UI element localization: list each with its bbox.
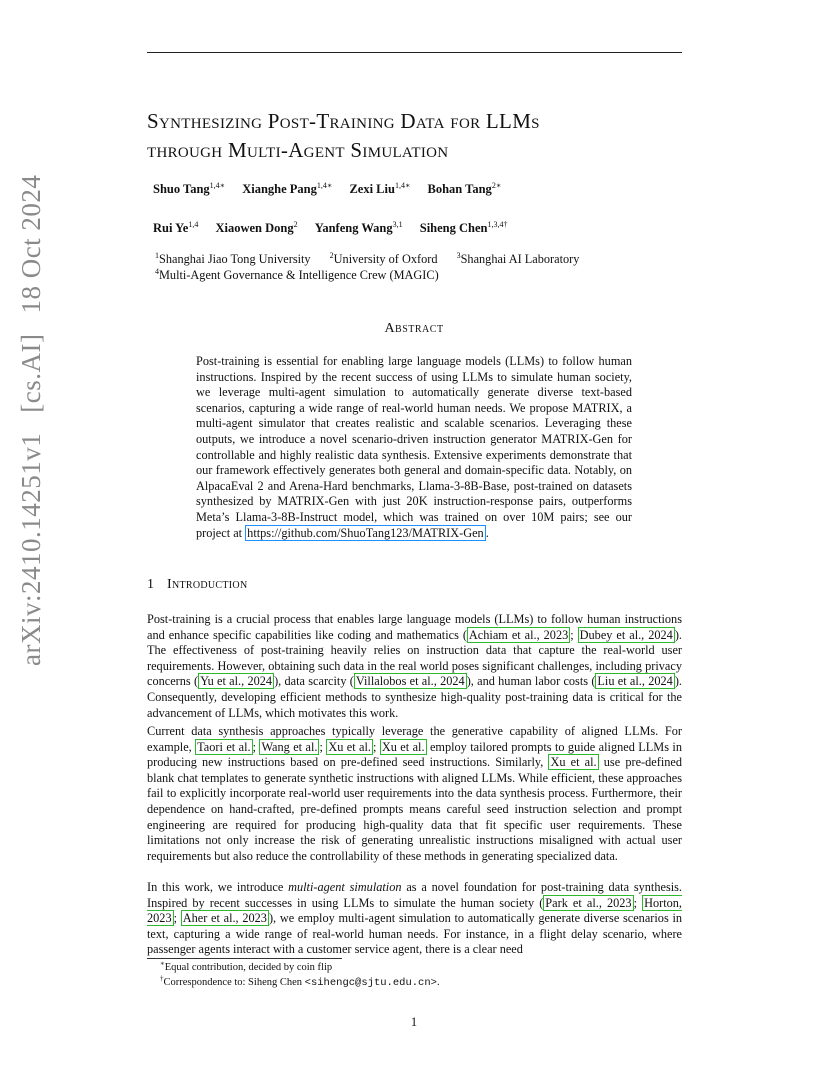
author: Rui Ye$^{1,4}$ (153, 219, 199, 235)
authors-row-1 (153, 182, 515, 197)
citation-link[interactable]: Wang et al. (261, 739, 318, 754)
author: Shuo Tang$^{1,4∗}$ (153, 180, 226, 196)
footnote-rule (147, 958, 342, 959)
citation-link[interactable]: Achiam et al., 2023 (468, 627, 569, 642)
section-heading-introduction: 1 Introduction (147, 577, 248, 592)
citation-link[interactable]: Xu et al. (328, 739, 371, 754)
affiliation: $^2$University of Oxford (329, 250, 438, 266)
citation-link[interactable]: Yu et al., 2024 (200, 674, 273, 689)
intro-paragraph-1: Post-training is a crucial process that enables large language models (LLMs) to follow human instructions and enhance specific capabilities like coding and mathematics ( Achiam et al., 2023 ; Dubey et al., 2024 ). The effectiveness of post-training heavily relies on instruction data that capture the real-world user requirements. However, obtaining such data in the real world poses significant challenges, including privacy concerns ( Yu et al., 2024 ), data scarcity ( Villalobos et al., 2024 ), and human labor costs ( Liu et al., 2024 ). Consequently, developing efficient methods to synthesize high-quality post-training data is critical for the advancement of LLMs, which motivates this work. (147, 612, 682, 720)
author: Yanfeng Wang$^{3,1}$ (314, 219, 403, 235)
author: Bohan Tang$^{2∗}$ (427, 180, 502, 196)
affiliations-line-1 (155, 252, 579, 267)
citation-link[interactable]: Xu et al. (381, 739, 425, 754)
arxiv-category: [cs.AI] (16, 333, 46, 413)
affiliations-line-2 (155, 268, 439, 283)
intro-paragraph-3: In this work, we introduce multi-agent simulation as a novel foundation for post-training data synthesis. Inspired by recent successes in using LLMs to simulate the human society ( Park et al., 2023 ; Horton, 2023 ; Aher et al., 2023 ), we employ multi-agent simulation to automatically generate diverse scenarios in text, capturing a wide range of real-world human needs. For instance, in a flight delay scenario, where passenger agents interact with a customer service agent, there is a clear need (147, 880, 683, 957)
author: Xiaowen Dong$^2$ (215, 219, 298, 235)
abstract-heading: Abstract (384, 321, 444, 336)
citation-link[interactable]: Aher et al., 2023 (182, 911, 267, 926)
author: Xianghe Pang$^{1,4∗}$ (242, 180, 333, 196)
abstract-body: Post-training is essential for enabling large language models (LLMs) to follow human instructions. Inspired by the recent success of using LLMs to simulate human society, we leverage multi-agent simulation to automatically generate diverse text-based scenarios, capturing a wide range of real-world human needs. We propose MATRIX, a multi-agent simulator that creates realistic and scalable scenarios. Leveraging these outputs, we introduce a novel scenario-driven instruction generator MATRIX-Gen for controllable and highly realistic data synthesis. Extensive experiments demonstrate that our framework effectively generates both general and domain-specific data. Notably, on AlpacaEval 2 and Arena-Hard benchmarks, Llama-3-8B-Base, post-trained on datasets synthesized by MATRIX-Gen with just 20K instruction-response pairs, outperforms Meta’s Llama-3-8B-Instruct model, which was trained on over 10M pairs; see our project at https://github.com/ShuoTang123/MATRIX-Gen . (196, 354, 632, 540)
project-link[interactable]: https://github.com/ShuoTang123/MATRIX-Gen (247, 525, 484, 540)
intro-paragraph-2: Current data synthesis approaches typically leverage the generative capability of aligned LLMs. For example, Taori et al. ; Wang et al. ; Xu et al. ; Xu et al. employ tailored prompts to guide aligned LLMs in producing new instructions based on pre-defined seed instructions. Similarly, Xu et al. use pre-defined blank chat templates to generate synthetic instructions with aligned LLMs. While efficient, these approaches fail to explicitly incorporate real-world user requirements into the data synthesis process. Furthermore, their dependence on hand-crafted, pre-defined prompts means careful seed instruction selection and prompt engineering are required for producing high-quality data that fit specific user requirements. These limitations not only increase the risk of generating unrealistic instructions misaligned with actual user requirements but also reduce the controllability of these methods in generating specialized data. (147, 724, 682, 863)
page-number: 1 (410, 1015, 418, 1029)
citation-link[interactable]: Villalobos et al., 2024 (355, 674, 465, 689)
paper-title (147, 107, 747, 165)
author: Zexi Liu$^{1,4∗}$ (349, 180, 411, 196)
author: Siheng Chen$^{1,3,4\dagger}$ (419, 219, 508, 235)
citation-link[interactable]: Taori et al. (197, 739, 251, 754)
affiliation: $^1$Shanghai Jiao Tong University (155, 250, 311, 266)
authors-row-2 (153, 221, 521, 236)
top-rule (147, 52, 682, 53)
affiliation: $^3$Shanghai AI Laboratory (456, 250, 580, 266)
arxiv-sidebar-stamp (16, 155, 47, 666)
footnote-2: †Correspondence to: Siheng Chen <sihengc@sjtu.edu.cn>. (160, 974, 440, 989)
citation-link[interactable]: Xu et al. (550, 755, 597, 770)
arxiv-date: 18 Oct 2024 (16, 174, 46, 314)
title-line-2: through Multi-Agent Simulation (147, 138, 449, 162)
citation-link[interactable]: Horton, 2023 (147, 895, 682, 926)
citation-link[interactable]: Liu et al., 2024 (597, 674, 673, 689)
arxiv-id: arXiv:2410.14251v1 (16, 432, 46, 666)
footnote-1: ∗Equal contribution, decided by coin flip (160, 959, 333, 973)
title-line-1: Synthesizing Post-Training Data for LLMs (147, 109, 540, 133)
email-address: <sihengc@sjtu.edu.cn> (304, 977, 437, 989)
affiliation: $^4$Multi-Agent Governance & Intelligence Crew (MAGIC) (155, 266, 439, 282)
citation-link[interactable]: Park et al., 2023 (545, 895, 632, 910)
citation-link[interactable]: Dubey et al., 2024 (579, 627, 673, 642)
